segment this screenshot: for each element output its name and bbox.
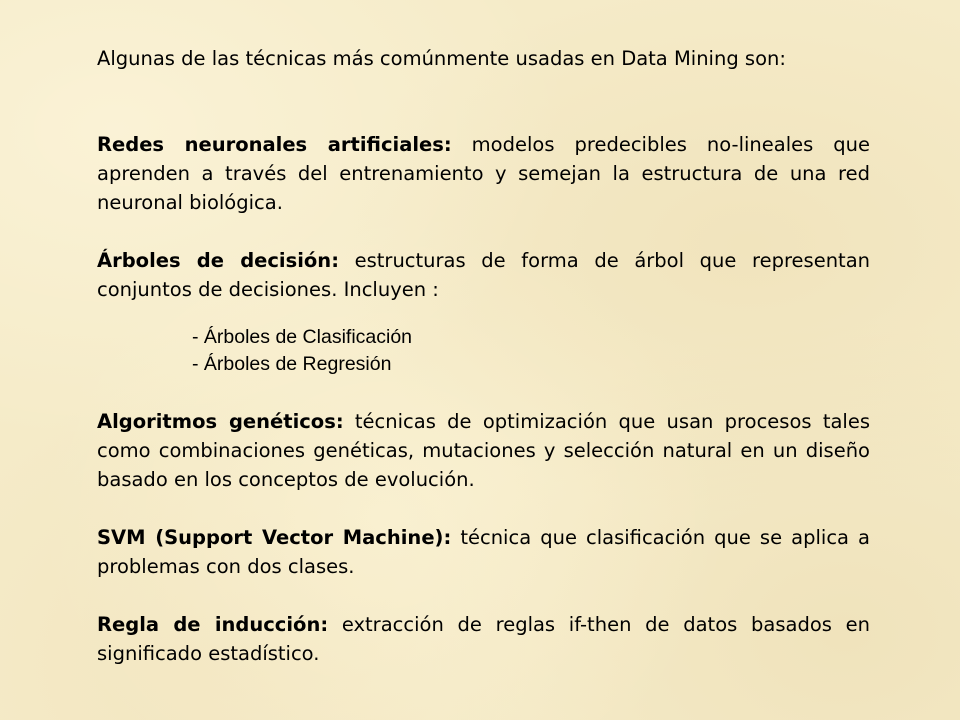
description-redes-neuronales: modelos predecibles no-lineales que aprenden a través del entrenamiento y semejan la estructura de una red neuronal biológica.	[97, 133, 871, 214]
section-svm	[97, 523, 870, 581]
description-algoritmos-geneticos: técnicas de optimización que usan procesos tales como combinaciones genéticas, mutaciones y selección natural en un diseño basado en los conceptos de evolución.	[97, 410, 870, 491]
term-svm: SVM (Support Vector Machine):	[97, 526, 452, 549]
subitem-arboles-regresion: - Árboles de Regresión	[192, 353, 392, 375]
intro-text: Algunas de las técnicas más comúnmente usadas en Data Mining son:	[97, 47, 786, 70]
section-arboles-decision-block	[97, 246, 870, 378]
section-algoritmos-geneticos	[97, 407, 870, 494]
section-regla-induccion	[97, 610, 870, 668]
description-regla-induccion: extracción de reglas if-then de datos basados en significado estadístico.	[97, 613, 870, 665]
term-arboles-decision: Árboles de decisión:	[97, 249, 339, 272]
description-svm: técnica que clasificación que se aplica a problemas con dos clases.	[97, 526, 871, 578]
slide-content	[97, 44, 870, 668]
section-arboles-decision	[97, 246, 870, 304]
term-redes-neuronales: Redes neuronales artificiales:	[97, 133, 452, 156]
section-redes-neuronales	[97, 130, 870, 217]
arboles-subitems-list	[97, 324, 870, 378]
term-algoritmos-geneticos: Algoritmos genéticos:	[97, 410, 344, 433]
description-arboles-decision: estructuras de forma de árbol que representan conjuntos de decisiones. Incluyen :	[97, 249, 871, 301]
subitem-arboles-clasificacion: - Árboles de Clasificación	[192, 326, 413, 348]
term-regla-induccion: Regla de inducción:	[97, 613, 329, 636]
